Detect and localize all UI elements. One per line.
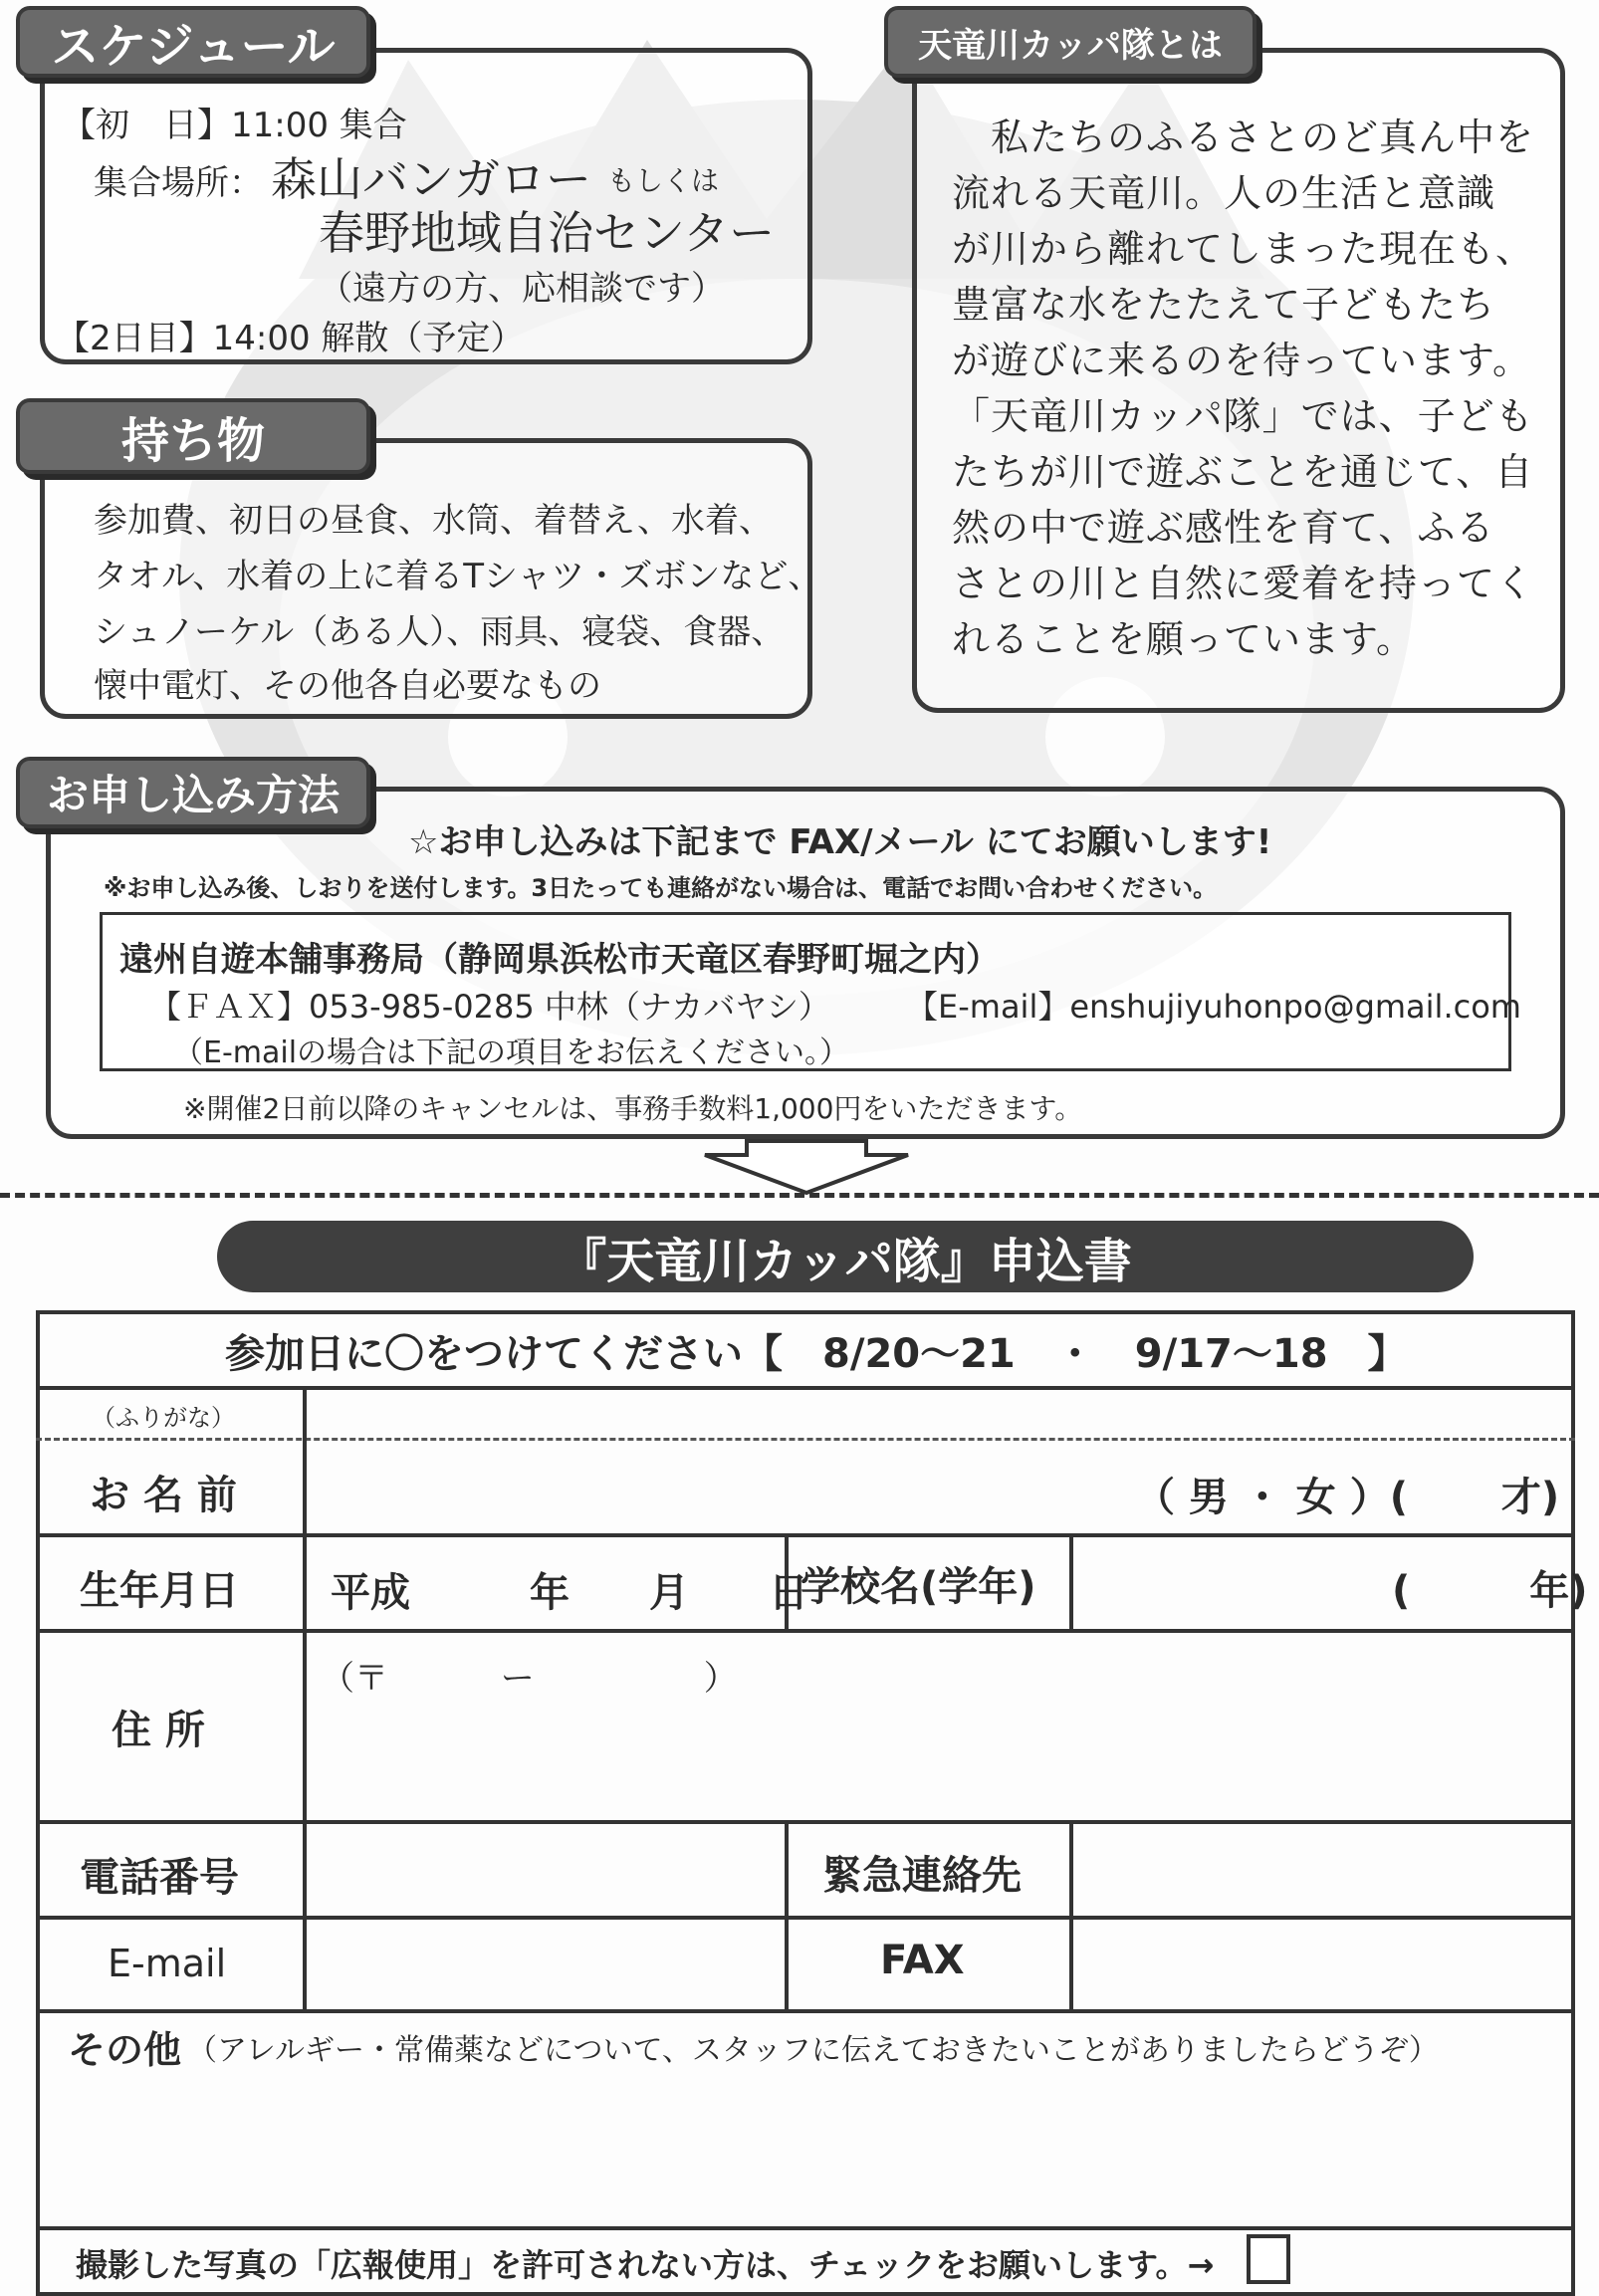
schedule-place2: 春野地域自治センター: [319, 206, 776, 260]
about-tab: [884, 6, 1256, 78]
school-label: 学校名(学年): [800, 1564, 1036, 1610]
row-divider: [36, 1386, 1575, 1390]
fax-label: FAX: [880, 1938, 965, 1983]
schedule-tab: [16, 6, 370, 78]
col-divider: [1069, 1820, 1073, 2009]
grade-field[interactable]: ( 年): [1392, 1568, 1588, 1614]
birthday-label: 生年月日: [80, 1568, 239, 1614]
about-line: 流れる天竜川。人の生活と意識: [952, 171, 1496, 215]
fax-number: 【ＦＡＸ】053-985-0285 中林（ナカバヤシ）: [149, 988, 830, 1026]
row-divider: [36, 2226, 1575, 2230]
apply-headline: ☆お申し込みは下記まで FAX/メール にてお願いします!: [408, 822, 1272, 862]
birthday-value[interactable]: 平成 年 月 日: [331, 1570, 808, 1616]
cancel-note: ※開催2日前以降のキャンセルは、事務手数料1,000円をいただきます。: [183, 1092, 1083, 1125]
phone-label: 電話番号: [80, 1855, 239, 1901]
form-title: [217, 1221, 1474, 1292]
form-title-text: 『天竜川カッパ隊』申込書: [559, 1233, 1132, 1289]
row-divider: [36, 1629, 1575, 1633]
schedule-note: （遠方の方、応相談です）: [319, 269, 725, 309]
photo-consent-checkbox[interactable]: [1247, 2234, 1290, 2284]
about-title: 天竜川カッパ隊とは: [918, 25, 1223, 66]
col-divider: [303, 1386, 307, 2009]
row-divider: [36, 1820, 1575, 1824]
other-label: その他: [68, 2028, 182, 2072]
items-line: タオル、水着の上に着るTシャツ・ズボンなど、: [94, 557, 822, 596]
row-divider: [36, 2009, 1575, 2013]
gender-age[interactable]: （ 男 ・ 女 ）( 才): [1135, 1475, 1560, 1520]
email-note: （E-mailの場合は下記の項目をお伝えください。）: [173, 1035, 850, 1070]
items-line: シュノーケル（ある人）、雨具、寝袋、食器、: [94, 612, 786, 652]
email-address[interactable]: 【E-mail】enshujiyuhonpo@gmail.com: [906, 988, 1521, 1026]
about-line: たちが川で遊ぶことを通じて、自: [952, 450, 1534, 494]
name-label: お 名 前: [90, 1473, 237, 1518]
about-line: が遊びに来るのを待っています。: [952, 339, 1531, 382]
participation-dates[interactable]: 参加日に〇をつけてください【 8/20〜21 ・ 9/17〜18 】: [225, 1331, 1408, 1377]
col-divider: [1069, 1533, 1073, 1629]
schedule-day1: 【初 日】11:00 集合: [62, 106, 407, 145]
about-line: 豊富な水をたたえて子どもたち: [952, 283, 1496, 327]
schedule-or: もしくは: [607, 164, 720, 197]
about-line: 私たちのふるさとのど真ん中を: [952, 115, 1535, 159]
schedule-day2: 【2日目】14:00 解散（予定）: [56, 319, 525, 358]
about-line: 然の中で遊ぶ感性を育て、ふる: [952, 506, 1495, 550]
other-text-area[interactable]: [60, 2071, 1553, 2220]
apply-title: お申し込み方法: [46, 771, 340, 819]
row-divider: [36, 1916, 1575, 1920]
other-note: （アレルギー・常備薬などについて、スタッフに伝えておきたいことがありましたらどうぞ）: [187, 2033, 1439, 2068]
about-line: さとの川と自然に愛着を持ってく: [952, 562, 1535, 605]
about-line: が川から離れてしまった現在も、: [952, 227, 1535, 271]
office-name: 遠州自遊本舗事務局（静岡県浜松市天竜区春野町堀之内）: [119, 940, 1000, 980]
schedule-title: スケジュール: [51, 18, 336, 75]
about-line: れることを願っています。: [952, 617, 1415, 661]
items-tab: [16, 398, 370, 474]
furigana-label: （ふりがな）: [92, 1404, 235, 1432]
down-arrow-icon: [697, 1137, 916, 1197]
col-divider: [785, 1820, 789, 2009]
furigana-dashed-line: [36, 1438, 1575, 1441]
postal-field[interactable]: （〒 ー ）: [321, 1659, 738, 1699]
cut-line: [0, 1193, 1599, 1198]
row-divider: [36, 1533, 1575, 1537]
schedule-place1: 森山バンガロー: [271, 152, 591, 206]
photo-consent-text: 撮影した写真の「広報使用」を許可されない方は、チェックをお願いします。→: [76, 2246, 1215, 2284]
emergency-label: 緊急連絡先: [822, 1853, 1022, 1899]
apply-tab: [16, 757, 370, 828]
email-label: E-mail: [108, 1942, 227, 1985]
apply-note: ※お申し込み後、しおりを送付します。3日たっても連絡がない場合は、電話でお問い合わせください。: [104, 874, 1218, 902]
about-line: 「天竜川カッパ隊」では、子ども: [952, 394, 1534, 438]
items-title: 持ち物: [120, 412, 265, 469]
address-label: 住 所: [112, 1708, 205, 1753]
items-line: 参加費、初日の昼食、水筒、着替え、水着、: [94, 501, 774, 541]
schedule-place-label: 集合場所：: [94, 163, 263, 203]
items-line: 懐中電灯、その他各自必要なもの: [94, 666, 601, 706]
